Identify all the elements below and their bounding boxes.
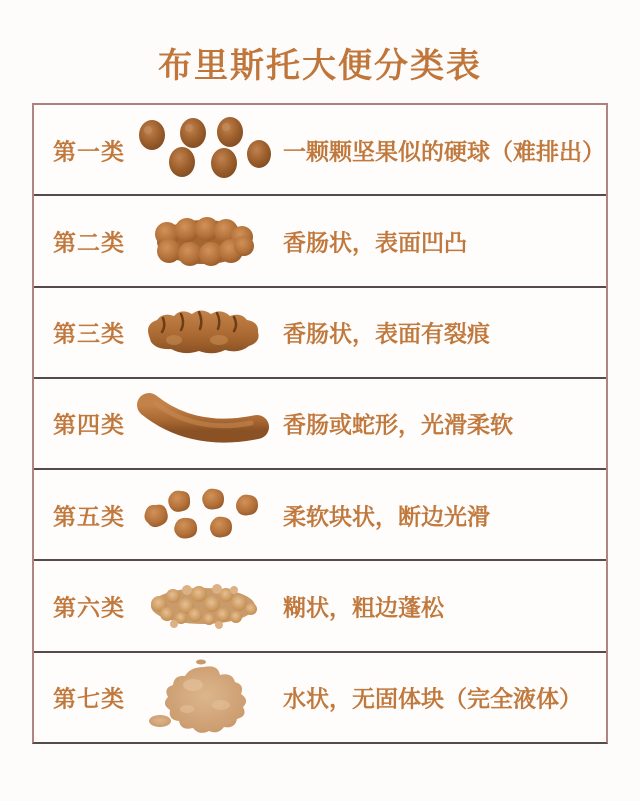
type-3-description: 香肠状，表面有裂痕 (283, 320, 490, 347)
type-4-description: 香肠或蛇形，光滑柔软 (283, 411, 513, 438)
table-row-type-7 (34, 653, 606, 742)
type-7-label: 第七类 (53, 685, 125, 712)
smooth-sausage-icon (129, 379, 279, 468)
table-row-type-6 (34, 561, 606, 652)
lumpy-sausage-icon (129, 196, 279, 285)
type-1-label: 第一类 (53, 138, 125, 165)
bristol-stool-table (32, 103, 608, 744)
table-row-type-5 (34, 470, 606, 561)
type-5-label: 第五类 (53, 503, 125, 530)
type-3-label: 第三类 (53, 320, 125, 347)
type-4-label: 第四类 (53, 411, 125, 438)
type-6-label: 第六类 (53, 594, 125, 621)
soft-blobs-icon (129, 470, 279, 559)
type-1-description: 一颗颗坚果似的硬球（难排出） (283, 138, 605, 165)
type-2-description: 香肠状，表面凹凸 (283, 229, 467, 256)
table-row-type-3 (34, 288, 606, 379)
table-row-type-4 (34, 379, 606, 470)
type-6-description: 糊状，粗边蓬松 (283, 594, 444, 621)
type-2-label: 第二类 (53, 229, 125, 256)
liquid-splatter-icon (129, 653, 279, 742)
cracked-sausage-icon (129, 288, 279, 377)
table-row-type-2 (34, 196, 606, 287)
page-title: 布里斯托大便分类表 (158, 47, 482, 85)
table-row-type-1 (34, 105, 606, 196)
hard-separate-lumps-icon (129, 105, 279, 194)
type-5-description: 柔软块状，断边光滑 (283, 503, 490, 530)
type-7-description: 水状，无固体块（完全液体） (283, 685, 582, 712)
mushy-pieces-icon (129, 561, 279, 650)
